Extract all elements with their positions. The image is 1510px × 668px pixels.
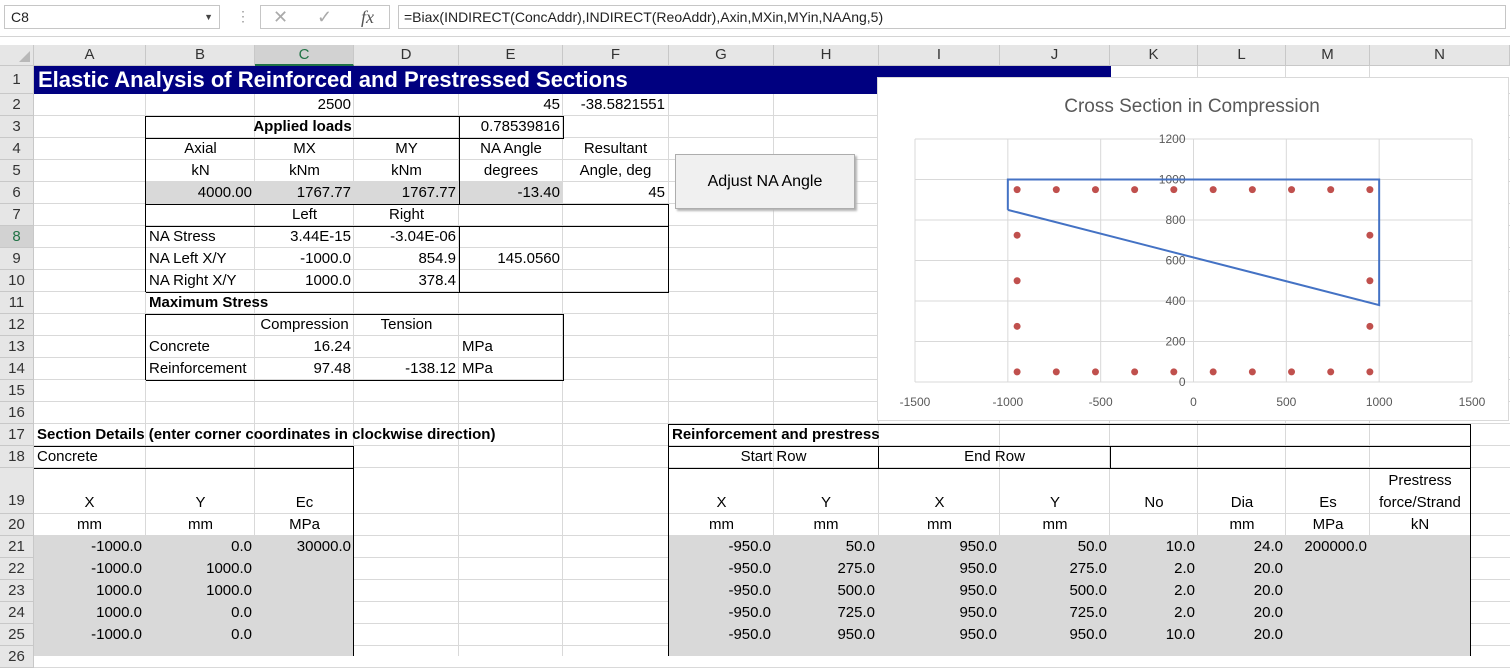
row-header-14[interactable]: 14 <box>0 358 34 380</box>
unit-mm: mm <box>77 516 102 533</box>
reinforcement-cell[interactable] <box>1370 536 1470 558</box>
reinforcement-point <box>1327 186 1334 193</box>
reinforcement-cell[interactable]: 950.0 <box>959 604 997 621</box>
reo-header: No <box>1144 494 1164 511</box>
resultant-label: Resultant <box>583 140 648 157</box>
concrete-cell[interactable]: 0.0 <box>231 538 252 555</box>
reinforcement-point <box>1014 186 1021 193</box>
reinforcement-cell[interactable]: -950.0 <box>728 582 771 599</box>
reo-unit: mm <box>813 516 839 533</box>
cell-e2[interactable]: 45 <box>543 96 560 113</box>
column-header-f[interactable]: F <box>563 45 669 66</box>
reinforcement-cell[interactable]: 275.0 <box>1069 560 1107 577</box>
reinforcement-cell[interactable] <box>1286 602 1370 624</box>
reinforcement-point <box>1249 368 1256 375</box>
row-header-5[interactable]: 5 <box>0 160 34 182</box>
cell-e3[interactable]: 0.78539816 <box>480 118 560 135</box>
x-tick-label: 500 <box>1276 395 1297 409</box>
column-header-b[interactable]: B <box>146 45 255 66</box>
na-stress-label: NA Stress <box>149 228 216 245</box>
reinforcement-title: Reinforcement and prestress <box>672 426 880 443</box>
column-header-j[interactable]: J <box>1000 45 1110 66</box>
cell-c10[interactable]: 1000.0 <box>305 272 351 289</box>
reinforcement-cell[interactable]: -950.0 <box>728 560 771 577</box>
y-tick-label: 200 <box>1165 334 1186 349</box>
more-options-icon: ⋮ <box>236 8 250 24</box>
row-header-9[interactable]: 9 <box>0 248 34 270</box>
concrete-section-label: Concrete <box>37 448 98 465</box>
reinforcement-point <box>1014 323 1021 330</box>
reinforcement-cell[interactable]: 950.0 <box>959 626 997 643</box>
row-header-4[interactable]: 4 <box>0 138 34 160</box>
y-tick-label: 1000 <box>1158 172 1186 187</box>
concrete-cell[interactable]: 30000.0 <box>296 538 351 555</box>
reinforcement-cell[interactable]: 275.0 <box>837 560 875 577</box>
reinforcement-cell[interactable]: 500.0 <box>1069 582 1107 599</box>
reinforcement-point <box>1014 232 1021 239</box>
reo-header: Y <box>820 494 831 511</box>
concrete-label: Concrete <box>149 338 210 355</box>
concrete-cell[interactable]: 1000.0 <box>206 560 252 577</box>
reinforcement-cell[interactable]: 950.0 <box>837 626 875 643</box>
ec-header: Ec <box>295 494 314 511</box>
y-tick-label: 800 <box>1165 213 1186 227</box>
column-header-c[interactable]: C <box>255 45 354 66</box>
row-header-16[interactable]: 16 <box>0 402 34 424</box>
x-tick-label: -500 <box>1088 395 1113 409</box>
name-box-value: C8 <box>11 9 29 25</box>
reo-unit: kN <box>1410 516 1430 533</box>
unit-mpa: MPa <box>289 516 320 533</box>
reinforcement-point <box>1131 186 1138 193</box>
concrete-cell[interactable]: 0.0 <box>231 604 252 621</box>
reinforcement-cell[interactable]: 2.0 <box>1174 582 1195 599</box>
reinforcement-point <box>1288 186 1295 193</box>
mpa-unit: MPa <box>462 360 493 377</box>
reinforcement-point <box>1288 368 1295 375</box>
prestress-header: Prestress <box>1388 472 1452 489</box>
reinforcement-cell[interactable]: 950.0 <box>959 560 997 577</box>
my-label: MY <box>395 140 418 157</box>
reinforcement-cell[interactable]: 50.0 <box>845 538 875 555</box>
y-tick-label: 600 <box>1165 253 1186 268</box>
sheet-title: Elastic Analysis of Reinforced and Prestressed Sections <box>34 66 1111 94</box>
column-header-m[interactable]: M <box>1286 45 1370 66</box>
x-tick-label: 1000 <box>1365 395 1393 409</box>
compression-label: Compression <box>260 316 349 333</box>
row-header-21[interactable]: 21 <box>0 536 34 558</box>
reinforcement-cell[interactable]: 725.0 <box>1069 604 1107 621</box>
row-header-7[interactable]: 7 <box>0 204 34 226</box>
na-angle-input[interactable]: -13.40 <box>517 184 560 201</box>
column-header-k[interactable]: K <box>1110 45 1198 66</box>
row-header-8[interactable]: 8 <box>0 226 34 248</box>
reinforcement-cell[interactable] <box>1370 558 1470 580</box>
reinforcement-cell[interactable]: 24.0 <box>1253 538 1283 555</box>
degrees-unit: degrees <box>483 162 539 179</box>
resultant-angle[interactable]: 45 <box>648 184 665 201</box>
name-box[interactable] <box>4 5 220 29</box>
reo-unit: mm <box>1229 516 1255 533</box>
kn-unit: kN <box>191 162 210 179</box>
row-header-11[interactable]: 11 <box>0 292 34 314</box>
row-header-22[interactable]: 22 <box>0 558 34 580</box>
tension-label: Tension <box>380 316 433 333</box>
reinforcement-cell[interactable] <box>1286 624 1370 646</box>
reinforcement-cell[interactable]: 20.0 <box>1253 560 1283 577</box>
row-header-24[interactable]: 24 <box>0 602 34 624</box>
formula-bar <box>0 0 1510 37</box>
column-header-i[interactable]: I <box>879 45 1000 66</box>
mpa-unit: MPa <box>462 338 493 355</box>
knm-unit: kNm <box>289 162 320 179</box>
concrete-cell[interactable]: 1000.0 <box>96 604 142 621</box>
concrete-cell[interactable] <box>255 602 354 624</box>
axial-input[interactable]: 4000.00 <box>197 184 252 201</box>
y-tick-label: 0 <box>1178 375 1186 389</box>
cell-f2[interactable]: -38.5821551 <box>580 96 665 113</box>
reo-header: X <box>716 494 727 511</box>
concrete-cell[interactable] <box>255 580 354 602</box>
row-header-10[interactable]: 10 <box>0 270 34 292</box>
end-row-header: End Row <box>964 448 1025 465</box>
reo-header: Es <box>1319 494 1337 511</box>
row-header-15[interactable]: 15 <box>0 380 34 402</box>
column-header-n[interactable]: N <box>1370 45 1510 66</box>
axial-label: Axial <box>184 140 217 157</box>
reinforcement-cell[interactable]: 725.0 <box>837 604 875 621</box>
x-tick-label: -1500 <box>899 395 931 409</box>
row-header-18[interactable]: 18 <box>0 446 34 468</box>
y-header: Y <box>195 494 206 511</box>
column-header-a[interactable]: A <box>34 45 146 66</box>
column-header-e[interactable]: E <box>459 45 563 66</box>
column-header-l[interactable]: L <box>1198 45 1286 66</box>
formula-input[interactable]: =Biax(INDIRECT(ConcAddr),INDIRECT(ReoAddr),Axin,MXin,MYin,NAAng,5) <box>398 5 1506 29</box>
reinforcement-cell[interactable]: -950.0 <box>728 604 771 621</box>
applied-loads-header: Applied loads <box>253 118 352 135</box>
x-tick-label: 0 <box>1190 395 1197 409</box>
concrete-cell[interactable]: -1000.0 <box>91 538 142 555</box>
reinforcement-point <box>1170 368 1177 375</box>
concrete-cell[interactable]: -1000.0 <box>91 560 142 577</box>
reinforcement-point <box>1366 368 1373 375</box>
reinforcement-cell[interactable]: 500.0 <box>837 582 875 599</box>
row-header-26[interactable]: 26 <box>0 646 34 668</box>
angle-deg-unit: Angle, deg <box>579 162 652 179</box>
concrete-cell[interactable]: 1000.0 <box>96 582 142 599</box>
reinforcement-point <box>1131 368 1138 375</box>
chevron-down-icon[interactable]: ▼ <box>204 12 213 22</box>
concrete-cell[interactable] <box>255 558 354 580</box>
x-tick-label: 1500 <box>1458 395 1486 409</box>
reo-unit: MPa <box>1312 516 1344 533</box>
knm-unit: kNm <box>391 162 422 179</box>
concrete-cell[interactable] <box>255 624 354 646</box>
cell-c9[interactable]: -1000.0 <box>300 250 351 267</box>
reinforcement-cell[interactable]: 950.0 <box>959 538 997 555</box>
reinforcement-point <box>1053 368 1060 375</box>
row-header-17[interactable]: 17 <box>0 424 34 446</box>
cell-c13[interactable]: 16.24 <box>313 338 351 355</box>
reinforcement-cell[interactable]: 950.0 <box>1069 626 1107 643</box>
cell-d8[interactable]: -3.04E-06 <box>390 228 456 245</box>
row-header-6[interactable]: 6 <box>0 182 34 204</box>
cross-section-chart[interactable] <box>877 77 1509 421</box>
reo-header: X <box>934 494 945 511</box>
my-input[interactable]: 1767.77 <box>401 184 456 201</box>
concrete-cell[interactable]: 1000.0 <box>206 582 252 599</box>
reinforcement-cell[interactable]: 2.0 <box>1174 560 1195 577</box>
reinforcement-cell[interactable]: -950.0 <box>728 626 771 643</box>
reinforcement-point <box>1249 186 1256 193</box>
left-label: Left <box>291 206 318 223</box>
reinforcement-cell[interactable]: 10.0 <box>1165 626 1195 643</box>
column-header-h[interactable]: H <box>774 45 879 66</box>
chart-svg <box>878 78 1510 422</box>
reinforcement-point <box>1170 186 1177 193</box>
row-header-1[interactable]: 1 <box>0 66 34 94</box>
na-angle-label: NA Angle <box>480 140 542 157</box>
reinforcement-point <box>1210 368 1217 375</box>
column-header-d[interactable]: D <box>354 45 459 66</box>
reo-unit: mm <box>927 516 952 533</box>
mx-label: MX <box>293 140 316 157</box>
na-right-label: NA Right X/Y <box>149 272 237 289</box>
reinforcement-point <box>1327 368 1334 375</box>
reinforcement-point <box>1014 277 1021 284</box>
cell-c8[interactable]: 3.44E-15 <box>290 228 351 245</box>
row-header-13[interactable]: 13 <box>0 336 34 358</box>
reinforcement-point <box>1092 186 1099 193</box>
reinforcement-point <box>1366 232 1373 239</box>
reinforcement-label: Reinforcement <box>149 360 247 377</box>
cell-d14[interactable]: -138.12 <box>405 360 456 377</box>
row-header-20[interactable]: 20 <box>0 514 34 536</box>
reo-unit: mm <box>1042 516 1068 533</box>
reo-unit: mm <box>709 516 734 533</box>
reinforcement-point <box>1366 323 1373 330</box>
reinforcement-cell[interactable]: 950.0 <box>959 582 997 599</box>
section-details-title: Section Details (enter corner coordinates in clockwise direction) <box>37 426 496 443</box>
reinforcement-cell[interactable]: 200000.0 <box>1304 538 1367 555</box>
unit-mm: mm <box>188 516 213 533</box>
reinforcement-cell[interactable] <box>1370 580 1470 602</box>
reinforcement-cell[interactable]: 10.0 <box>1165 538 1195 555</box>
max-stress-label: Maximum Stress <box>149 294 269 311</box>
x-tick-label: -1000 <box>992 395 1024 409</box>
reinforcement-cell[interactable] <box>1286 580 1370 602</box>
mx-input[interactable]: 1767.77 <box>296 184 351 201</box>
cell-d9[interactable]: 854.9 <box>418 250 456 267</box>
cell-e9[interactable]: 145.0560 <box>497 250 560 267</box>
chart-title: Cross Section in Compression <box>1064 96 1320 117</box>
x-header: X <box>84 494 95 511</box>
cancel-icon[interactable]: ✕ <box>273 7 289 27</box>
column-header-g[interactable]: G <box>669 45 774 66</box>
adjust-na-angle-button[interactable]: Adjust NA Angle <box>675 154 855 209</box>
reinforcement-point <box>1053 186 1060 193</box>
reinforcement-cell[interactable]: 20.0 <box>1253 626 1283 643</box>
select-all-corner[interactable] <box>0 45 34 66</box>
reo-header: Dia <box>1230 494 1254 511</box>
row-header-23[interactable]: 23 <box>0 580 34 602</box>
row-header-12[interactable]: 12 <box>0 314 34 336</box>
reinforcement-cell[interactable] <box>1286 558 1370 580</box>
y-tick-label: 1200 <box>1158 132 1186 146</box>
reinforcement-cell[interactable]: 20.0 <box>1253 604 1283 621</box>
reinforcement-point <box>1210 186 1217 193</box>
row-header-2[interactable]: 2 <box>0 94 34 116</box>
reinforcement-point <box>1092 368 1099 375</box>
reinforcement-point <box>1366 186 1373 193</box>
row-header-25[interactable]: 25 <box>0 624 34 646</box>
right-label: Right <box>388 206 425 223</box>
insert-function-icon[interactable]: fx <box>361 7 374 27</box>
cell-d10[interactable]: 378.4 <box>418 272 456 289</box>
na-left-label: NA Left X/Y <box>149 250 227 267</box>
reinforcement-cell[interactable]: 50.0 <box>1077 538 1107 555</box>
start-row-header: Start Row <box>740 448 807 465</box>
row-header-19[interactable]: 19 <box>0 468 34 514</box>
row-header-3[interactable]: 3 <box>0 116 34 138</box>
enter-icon[interactable]: ✓ <box>317 7 333 27</box>
reo-header: Y <box>1049 494 1060 511</box>
concrete-cell[interactable]: -1000.0 <box>91 626 142 643</box>
cell-c14[interactable]: 97.48 <box>313 360 351 377</box>
reinforcement-point <box>1014 368 1021 375</box>
reo-unit <box>1110 514 1198 536</box>
force-strand-header: force/Strand <box>1379 494 1461 511</box>
formula-buttons <box>260 5 390 29</box>
cell-c2[interactable]: 2500 <box>317 96 351 113</box>
reinforcement-cell[interactable]: 20.0 <box>1253 582 1283 599</box>
reinforcement-point <box>1366 277 1373 284</box>
reinforcement-cell[interactable] <box>1370 624 1470 646</box>
reinforcement-cell[interactable]: 2.0 <box>1174 604 1195 621</box>
y-tick-label: 400 <box>1165 294 1186 308</box>
reinforcement-cell[interactable]: -950.0 <box>728 538 771 555</box>
reinforcement-cell[interactable] <box>1370 602 1470 624</box>
concrete-cell[interactable]: 0.0 <box>231 626 252 643</box>
